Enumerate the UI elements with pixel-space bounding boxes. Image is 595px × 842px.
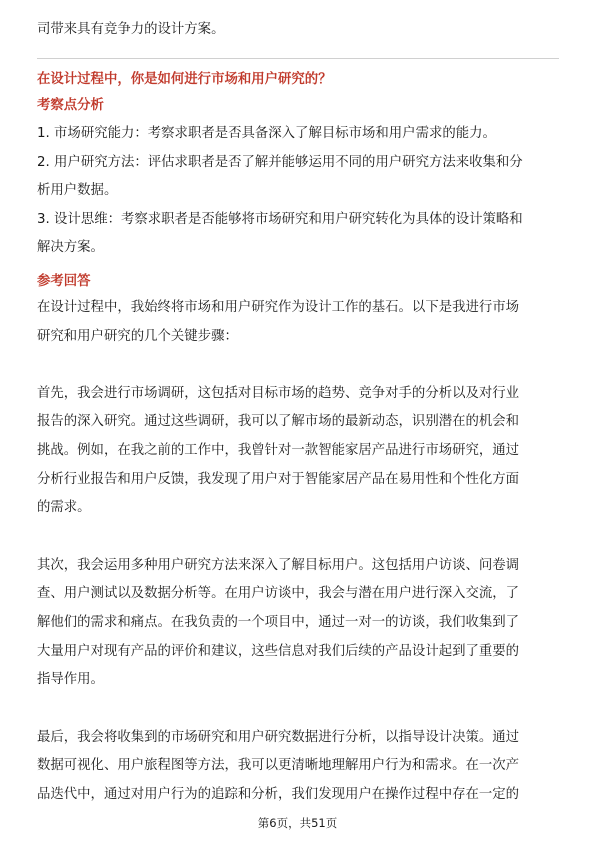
answer-p2-line-1: 首先，我会进行市场调研，这包括对目标市场的趋势、竞争对手的分析以及对行业 (37, 386, 520, 401)
answer-p3-line-2: 查、用户测试以及数据分析等。在用户访谈中，我会与潜在用户进行深入交流，了 (37, 586, 520, 601)
page-number: 第6页，共51页 (257, 816, 338, 830)
answer-p3-line-4: 大量用户对现有产品的评价和建议，这些信息对我们后续的产品设计起到了重要的 (37, 644, 520, 659)
analysis-item-2-line-1: 2. 用户研究方法：评估求职者是否了解并能够运用不同的用户研究方法来收集和分 (37, 155, 523, 170)
answer-p2-line-4: 分析行业报告和用户反馈，我发现了用户对于智能家居产品在易用性和个性化方面 (37, 472, 520, 487)
answer-p2-line-5: 的需求。 (37, 500, 91, 515)
question-title: 在设计过程中，你是如何进行市场和用户研究的？ (37, 72, 332, 87)
answer-p1-line-2: 研究和用户研究的几个关键步骤： (37, 329, 238, 344)
answer-p2-line-3: 挑战。例如，在我之前的工作中，我曾针对一款智能家居产品进行市场研究，通过 (37, 443, 520, 458)
analysis-item-2-line-2: 析用户数据。 (37, 183, 118, 198)
answer-p1-line-1: 在设计过程中，我始终将市场和用户研究作为设计工作的基石。以下是我进行市场 (37, 300, 520, 315)
analysis-item-3-line-1: 3. 设计思维：考察求职者是否能够将市场研究和用户研究转化为具体的设计策略和 (37, 212, 523, 227)
answer-p4-line-1: 最后，我会将收集到的市场研究和用户研究数据进行分析，以指导设计决策。通过 (37, 730, 520, 745)
answer-p3-line-3: 解他们的需求和痛点。在我负责的一个项目中，通过一对一的访谈，我们收集到了 (37, 615, 520, 630)
analysis-item-1-line-1: 1. 市场研究能力：考察求职者是否具备深入了解目标市场和用户需求的能力。 (37, 126, 496, 141)
analysis-item-3-line-2: 解决方案。 (37, 240, 104, 255)
analysis-heading: 考察点分析 (37, 98, 104, 113)
continued-text: 司带来具有竞争力的设计方案。 (37, 22, 225, 37)
answer-p3-line-5: 指导作用。 (37, 672, 104, 687)
answer-p4-line-2: 数据可视化、用户旅程图等方法，我可以更清晰地理解用户行为和需求。在一次产 (37, 758, 520, 773)
answer-p2-line-2: 报告的深入研究。通过这些调研，我可以了解市场的最新动态，识别潜在的机会和 (37, 414, 520, 429)
answer-p4-line-3: 品迭代中，通过对用户行为的追踪和分析，我们发现用户在操作过程中存在一定的 (37, 787, 520, 802)
section-divider (37, 58, 559, 59)
answer-heading: 参考回答 (37, 274, 91, 289)
answer-p3-line-1: 其次，我会运用多种用户研究方法来深入了解目标用户。这包括用户访谈、问卷调 (37, 558, 520, 573)
